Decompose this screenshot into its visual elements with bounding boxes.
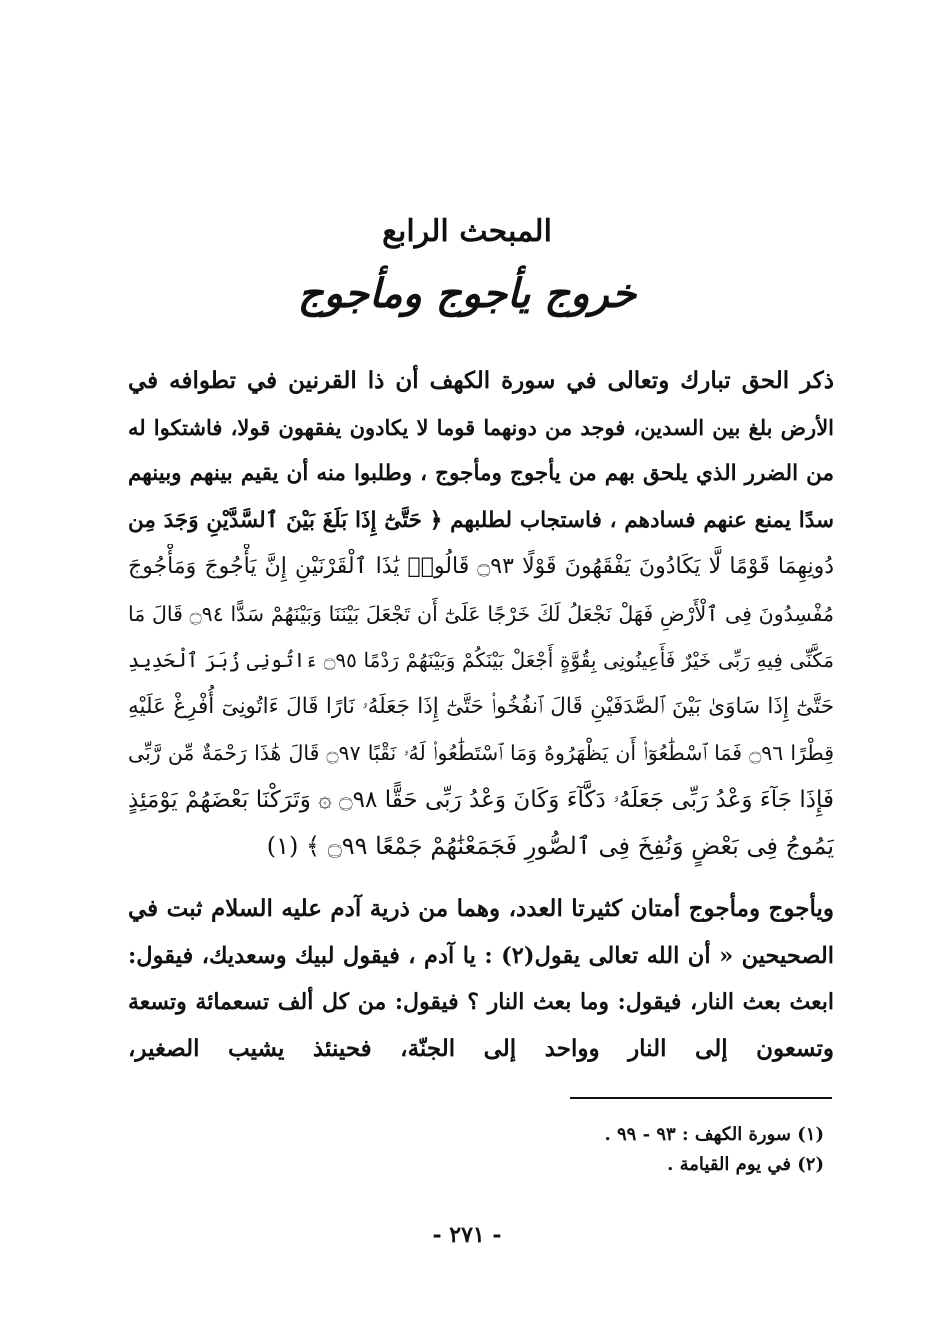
text-line: ذكر الحق تبارك وتعالى في سورة الكهف أن ذا القرنين في تطوافه في (128, 367, 834, 394)
footnote-divider (570, 1097, 832, 1099)
quran-verse-line: حَتَّىٰٓ إِذَا سَاوَىٰ بَيْنَ ٱلصَّدَفَيْنِ قَالَ ٱنفُخُوا۟ حَتَّىٰٓ إِذَا جَعَلَهُۥ نَارًا قَالَ ءَاتُونِىٓ أُفْرِغْ عَلَيْهِ (128, 693, 834, 719)
footnotes (324, 1120, 824, 1180)
text-line: من الضرر الذي يلحق بهم من يأجوج ومأجوج ، وطلبوا منه أن يقيم بينهم وبينهم (128, 461, 834, 486)
text-line: وتسعون إلى النار وواحد إلى الجنّة، فحينئذ يشيب الصغير، (128, 1034, 834, 1062)
section-heading: المبحث الرابع (382, 214, 552, 249)
paragraph-quran-passage (128, 358, 834, 870)
quran-verse-line: دُونِهِمَا قَوْمًا لَّا يَكَادُونَ يَفْقَهُونَ قَوْلًا ۝٩٣ قَالُوا۟ يَٰذَا ٱلْقَرْنَيْنِ إِنَّ يَأْجُوجَ وَمَأْجُوجَ (128, 554, 834, 579)
footnote: (٢) في يوم القيامة . (667, 1154, 824, 1175)
text-line: ويأجوج ومأجوج أمتان كثيرتا العدد، وهما من ذرية آدم عليه السلام ثبت في (128, 895, 834, 922)
quran-verse-line: مُفْسِدُونَ فِى ٱلْأَرْضِ فَهَلْ نَجْعَلُ لَكَ خَرْجًا عَلَىٰٓ أَن تَجْعَلَ بَيْنَنَا وَبَيْنَهُمْ سَدًّا ۝٩٤ قَالَ مَا (128, 601, 834, 626)
text-line: سدًا يمنع عنهم فسادهم ، فاستجاب لطلبهم ﴿ حَتَّىٰٓ إِذَا بَلَغَ بَيْنَ ٱلسَّدَّيْنِ وَجَدَ مِن (128, 507, 834, 533)
chapter-title: خروج يأجوج ومأجوج (297, 270, 637, 317)
quran-verse-line: قِطْرًا ۝٩٦ فَمَا ٱسْطَٰعُوٓا۟ أَن يَظْهَرُوهُ وَمَا ٱسْتَطَٰعُوا۟ لَهُۥ نَقْبًا ۝٩٧ قَالَ هَٰذَا رَحْمَةٌ مِّن رَّبِّى (128, 741, 834, 765)
footnote: (١) سورة الكهف : ٩٣ - ٩٩ . (604, 1124, 824, 1145)
text-line: ابعث بعث النار، فيقول: وما بعث النار ؟ فيقول: من كل ألف تسعمائة وتسعة (128, 989, 834, 1015)
paragraph-yajuj-majuj (128, 886, 834, 1072)
quran-verse-line: مَكَّنِّى فِيهِ رَبِّى خَيْرٌ فَأَعِينُونِى بِقُوَّةٍ أَجْعَلْ بَيْنَكُمْ وَبَيْنَهُمْ رَدْمًا ۝٩٥ ءَاتُونِى زُبَرَ ٱلْحَدِيدِ (128, 648, 834, 672)
page-number: - ٢٧١ - (432, 1222, 502, 1248)
quran-verse-line: فَإِذَا جَآءَ وَعْدُ رَبِّى جَعَلَهُۥ دَكَّآءَ وَكَانَ وَعْدُ رَبِّى حَقًّا ۝٩٨ ۞ وَتَرَكْنَا بَعْضَهُمْ يَوْمَئِذٍ (128, 786, 834, 813)
quran-verse-line: يَمُوجُ فِى بَعْضٍ وَنُفِخَ فِى ٱلصُّورِ فَجَمَعْنَٰهُمْ جَمْعًا ۝٩٩ ﴾ (١) (266, 832, 834, 860)
text-line: الصحيحين « أن الله تعالى يقول(٢) : يا آدم ، فيقول لبيك وسعديك، فيقول: (128, 942, 834, 969)
text-line: الأرض بلغ بين السدين، فوجد من دونهما قوما لا يكادون يفقهون قولا، فاشتكوا له (128, 414, 834, 440)
